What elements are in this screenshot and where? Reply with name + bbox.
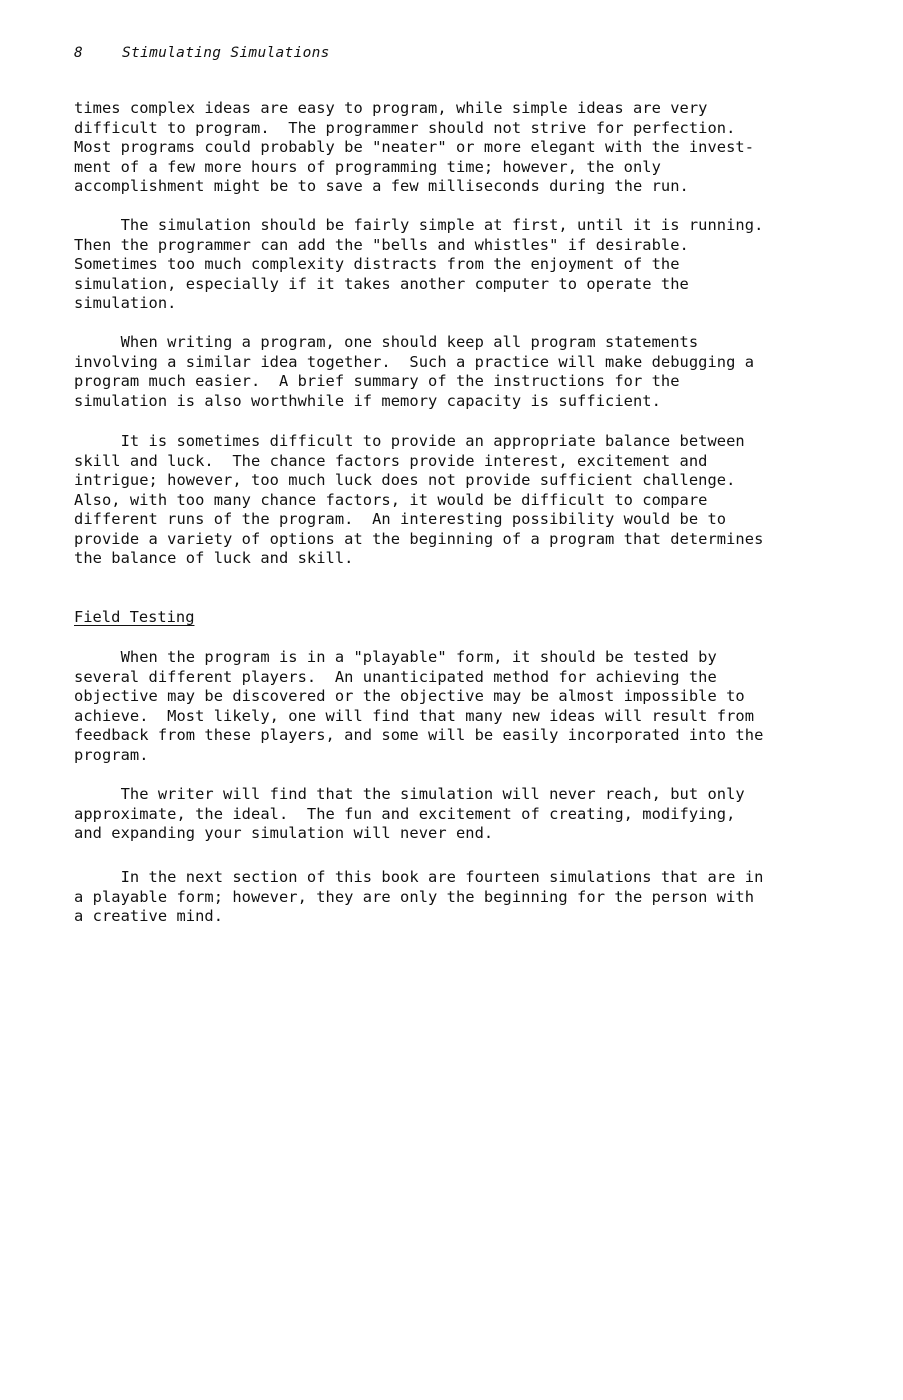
running-title: Stimulating Simulations — [122, 45, 330, 61]
text-line: The simulation should be fairly simple at first, until it is running. — [74, 216, 764, 234]
page-number: 8 — [74, 45, 84, 61]
text-line: It is sometimes difficult to provide an appropriate balance between — [74, 432, 745, 450]
text-line: intrigue; however, too much luck does not provide sufficient challenge. — [74, 471, 736, 489]
text-line: achieve. Most likely, one will find that many new ideas will result from — [74, 706, 755, 725]
paragraph-3 — [74, 333, 834, 411]
text-line: feedback from these players, and some will be easily incorporated into the — [74, 726, 764, 744]
text-line: several different players. An unanticipated method for achieving the — [74, 667, 717, 686]
paragraph-4 — [74, 432, 834, 569]
text-line: When the program is in a "playable" form, it should be tested by — [74, 648, 717, 666]
text-line: The writer will find that the simulation will never reach, but only — [74, 785, 745, 803]
text-line: approximate, the ideal. The fun and excitement of creating, modifying, — [74, 804, 736, 823]
paragraph-1 — [74, 99, 834, 197]
text-line: ment of a few more hours of programming time; however, the only — [74, 157, 661, 176]
paragraph-2 — [74, 216, 834, 314]
text-line: different runs of the program. An interesting possibility would be to — [74, 510, 727, 528]
text-line: Most programs could probably be "neater" or more elegant with the invest- — [74, 138, 755, 156]
text-line: accomplishment might be to save a few milliseconds during the run. — [74, 177, 689, 195]
text-line: simulation is also worthwhile if memory capacity is sufficient. — [74, 391, 661, 410]
text-line: In the next section of this book are fourteen simulations that are in — [74, 868, 764, 886]
text-line: and expanding your simulation will never end. — [74, 824, 494, 842]
running-header — [74, 45, 330, 61]
text-line: the balance of luck and skill. — [74, 549, 354, 567]
text-line: times complex ideas are easy to program, while simple ideas are very — [74, 99, 708, 117]
text-line: When writing a program, one should keep all program statements — [74, 333, 699, 351]
text-line: a playable form; however, they are only the beginning for the person with — [74, 887, 755, 906]
text-line: provide a variety of options at the beginning of a program that determines — [74, 529, 764, 548]
text-line: Also, with too many chance factors, it would be difficult to compare — [74, 490, 708, 509]
text-line: difficult to program. The programmer should not strive for perfection. — [74, 118, 736, 137]
text-line: Sometimes too much complexity distracts from the enjoyment of the — [74, 255, 680, 273]
text-line: simulation, especially if it takes another computer to operate the — [74, 274, 689, 293]
section-heading: Field Testing — [74, 608, 195, 626]
text-line: program. — [74, 745, 149, 764]
text-line: simulation. — [74, 294, 177, 312]
text-line: a creative mind. — [74, 907, 224, 925]
text-line: Then the programmer can add the "bells and whistles" if desirable. — [74, 235, 689, 254]
text-line: skill and luck. The chance factors provide interest, excitement and — [74, 451, 708, 470]
paragraph-5 — [74, 648, 834, 765]
paragraph-6 — [74, 785, 834, 844]
text-line: program much easier. A brief summary of the instructions for the — [74, 372, 680, 390]
text-line: objective may be discovered or the objective may be almost impossible to — [74, 687, 745, 705]
paragraph-7 — [74, 868, 834, 927]
text-line: involving a similar idea together. Such a practice will make debugging a — [74, 352, 755, 371]
